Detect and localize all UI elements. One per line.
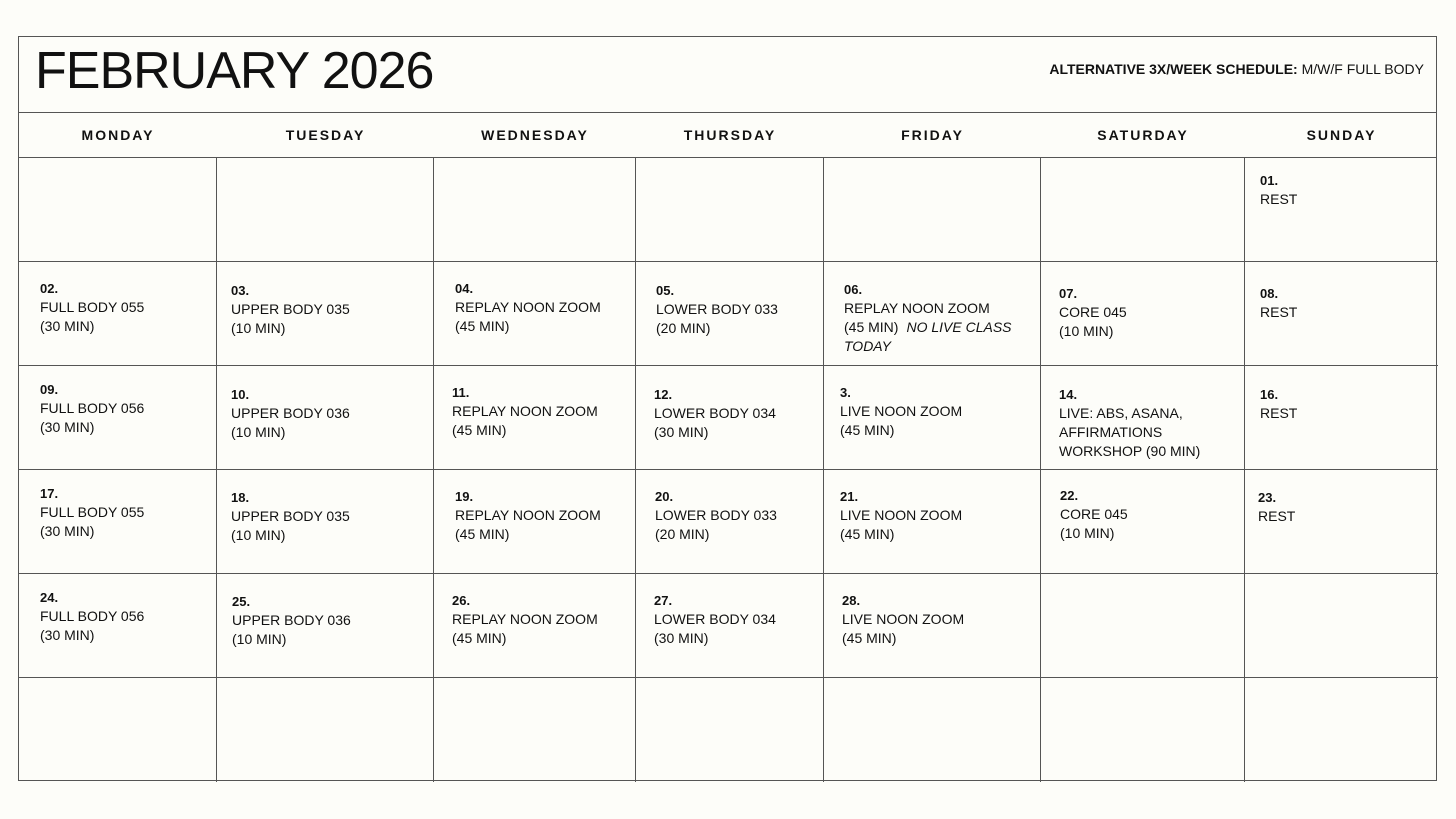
day-entry (452, 383, 598, 440)
workout-text: REPLAY NOON ZOOM (452, 403, 598, 419)
day-entry (40, 279, 144, 336)
workout-duration: (45 MIN) (844, 319, 899, 335)
day-cell (824, 574, 1041, 678)
day-number: 22. (1060, 488, 1079, 503)
day-entry (455, 279, 601, 336)
day-number: 16. (1260, 387, 1279, 402)
day-cell (434, 678, 636, 782)
workout-text: (30 MIN) (40, 419, 95, 435)
day-cell (1245, 366, 1438, 470)
day-cell (1041, 470, 1245, 574)
workout-text: REST (1258, 508, 1296, 524)
day-cell (824, 262, 1041, 366)
day-entry (40, 484, 144, 541)
day-cell (1245, 262, 1438, 366)
day-entry (231, 281, 350, 338)
workout-text: (10 MIN) (1059, 323, 1114, 339)
day-entry (1059, 284, 1127, 341)
day-cell (217, 574, 434, 678)
day-cell (824, 470, 1041, 574)
day-number: 27. (654, 593, 673, 608)
workout-text: (45 MIN) (842, 630, 897, 646)
day-number: 02. (40, 281, 59, 296)
day-entry (840, 487, 962, 544)
day-number: 07. (1059, 286, 1078, 301)
day-number: 17. (40, 486, 59, 501)
weekday-thursday: THURSDAY (683, 127, 777, 143)
day-cell (19, 574, 217, 678)
calendar-frame (18, 36, 1437, 781)
workout-text: (20 MIN) (656, 320, 711, 336)
day-number: 04. (455, 281, 474, 296)
day-entry (1258, 488, 1295, 526)
workout-text: LOWER BODY 033 (656, 301, 778, 317)
day-cell (217, 470, 434, 574)
workout-text: LOWER BODY 034 (654, 611, 776, 627)
day-entry (840, 383, 962, 440)
weekday-wednesday: WEDNESDAY (481, 127, 589, 143)
day-cell (1041, 366, 1245, 470)
day-cell (434, 366, 636, 470)
day-number: 18. (231, 490, 250, 505)
day-cell (217, 366, 434, 470)
workout-text: LOWER BODY 034 (654, 405, 776, 421)
class-note: TODAY (844, 338, 891, 354)
weekday-friday: FRIDAY (901, 127, 964, 143)
day-cell (217, 262, 434, 366)
workout-text: REST (1260, 405, 1298, 421)
workout-text: (45 MIN) (452, 630, 507, 646)
day-number: 12. (654, 387, 673, 402)
day-cell (824, 366, 1041, 470)
day-entry (655, 487, 777, 544)
weekday-sunday: SUNDAY (1306, 127, 1377, 143)
day-number: 05. (656, 283, 675, 298)
day-number: 24. (40, 590, 59, 605)
workout-text: FULL BODY 056 (40, 608, 145, 624)
workout-text: CORE 045 (1059, 304, 1127, 320)
workout-text: (45 MIN) (452, 422, 507, 438)
day-cell (636, 366, 824, 470)
day-cell (636, 470, 824, 574)
workout-text: UPPER BODY 035 (231, 508, 350, 524)
day-number: 25. (232, 594, 251, 609)
day-entry (1260, 284, 1297, 322)
workout-text: AFFIRMATIONS (1059, 424, 1163, 440)
workout-text: REST (1260, 191, 1298, 207)
day-number: 09. (40, 382, 59, 397)
workout-text: UPPER BODY 036 (231, 405, 350, 421)
workout-text: (20 MIN) (655, 526, 710, 542)
workout-text: LIVE NOON ZOOM (840, 507, 963, 523)
day-number: 3. (840, 385, 851, 400)
day-entry (842, 591, 964, 648)
day-number: 28. (842, 593, 861, 608)
day-entry (654, 385, 776, 442)
day-entry (1060, 486, 1128, 543)
day-cell (636, 678, 824, 782)
workout-text: (45 MIN) (455, 526, 510, 542)
day-number: 01. (1260, 173, 1279, 188)
workout-text: REPLAY NOON ZOOM (455, 507, 601, 523)
day-cell (1041, 678, 1245, 782)
alternative-schedule-note (1049, 61, 1424, 77)
day-cell (19, 366, 217, 470)
day-entry (40, 380, 144, 437)
workout-text: CORE 045 (1060, 506, 1128, 522)
workout-text: (45 MIN) (840, 526, 895, 542)
weekday-tuesday: TUESDAY (285, 127, 366, 143)
day-cell (1041, 158, 1245, 262)
page-title: FEBRUARY 2026 (35, 42, 434, 100)
day-entry (1260, 171, 1297, 209)
day-number: 08. (1260, 286, 1279, 301)
day-cell (636, 262, 824, 366)
workout-text: (10 MIN) (231, 424, 286, 440)
workout-text: REPLAY NOON ZOOM (455, 299, 601, 315)
workout-text: FULL BODY 055 (40, 504, 145, 520)
day-number: 06. (844, 282, 863, 297)
workout-text: FULL BODY 055 (40, 299, 145, 315)
day-number: 11. (452, 385, 470, 400)
workout-text: (10 MIN) (1060, 525, 1115, 541)
workout-text-with-note (844, 318, 1012, 337)
workout-text: (45 MIN) (840, 422, 895, 438)
day-cell (434, 574, 636, 678)
workout-text: FULL BODY 056 (40, 400, 145, 416)
day-cell (1041, 262, 1245, 366)
workout-text: UPPER BODY 036 (232, 612, 351, 628)
day-number: 03. (231, 283, 250, 298)
day-cell (217, 678, 434, 782)
day-cell (1041, 574, 1245, 678)
day-number: 19. (455, 489, 474, 504)
workout-text: UPPER BODY 035 (231, 301, 350, 317)
day-cell (1245, 158, 1438, 262)
workout-text: (10 MIN) (231, 527, 286, 543)
day-cell (217, 158, 434, 262)
weekday-saturday: SATURDAY (1097, 127, 1189, 143)
day-entry (231, 385, 350, 442)
workout-text: (30 MIN) (654, 424, 709, 440)
alternative-schedule-value: M/W/F FULL BODY (1301, 61, 1424, 77)
workout-text: REPLAY NOON ZOOM (452, 611, 598, 627)
day-cell (824, 158, 1041, 262)
workout-text: REST (1260, 304, 1298, 320)
day-entry (455, 487, 601, 544)
day-number: 23. (1258, 490, 1277, 505)
day-cell (636, 574, 824, 678)
alternative-schedule-label: ALTERNATIVE 3X/WEEK SCHEDULE: (1049, 61, 1298, 77)
day-entry (231, 488, 350, 545)
workout-text: REPLAY NOON ZOOM (844, 300, 990, 316)
day-number: 20. (655, 489, 674, 504)
workout-text: LOWER BODY 033 (655, 507, 777, 523)
day-cell (434, 158, 636, 262)
day-number: 14. (1059, 387, 1078, 402)
day-cell (434, 470, 636, 574)
day-entry (232, 592, 351, 649)
class-note: NO LIVE CLASS (906, 319, 1012, 335)
workout-text: (30 MIN) (40, 318, 95, 334)
workout-text: LIVE: ABS, ASANA, (1059, 405, 1183, 421)
day-cell (19, 470, 217, 574)
day-entry (40, 588, 144, 645)
weekday-monday: MONDAY (81, 127, 155, 143)
day-entry (1059, 385, 1200, 461)
day-cell (19, 678, 217, 782)
day-number: 10. (231, 387, 250, 402)
day-number: 26. (452, 593, 471, 608)
workout-text: (30 MIN) (654, 630, 709, 646)
day-entry (844, 280, 1012, 356)
workout-text: (10 MIN) (231, 320, 286, 336)
day-cell (434, 262, 636, 366)
day-cell (1245, 574, 1438, 678)
workout-text: LIVE NOON ZOOM (842, 611, 965, 627)
workout-text: (30 MIN) (40, 627, 95, 643)
day-entry (654, 591, 776, 648)
day-cell (824, 678, 1041, 782)
workout-text: LIVE NOON ZOOM (840, 403, 963, 419)
day-cell (1245, 470, 1438, 574)
day-entry (656, 281, 778, 338)
day-cell (1245, 678, 1438, 782)
day-cell (19, 158, 217, 262)
workout-text: (10 MIN) (232, 631, 287, 647)
day-cell (636, 158, 824, 262)
day-entry (452, 591, 598, 648)
workout-text: (30 MIN) (40, 523, 95, 539)
workout-text: WORKSHOP (90 MIN) (1059, 443, 1201, 459)
day-entry (1260, 385, 1297, 423)
workout-text: (45 MIN) (455, 318, 510, 334)
day-cell (19, 262, 217, 366)
day-number: 21. (840, 489, 859, 504)
